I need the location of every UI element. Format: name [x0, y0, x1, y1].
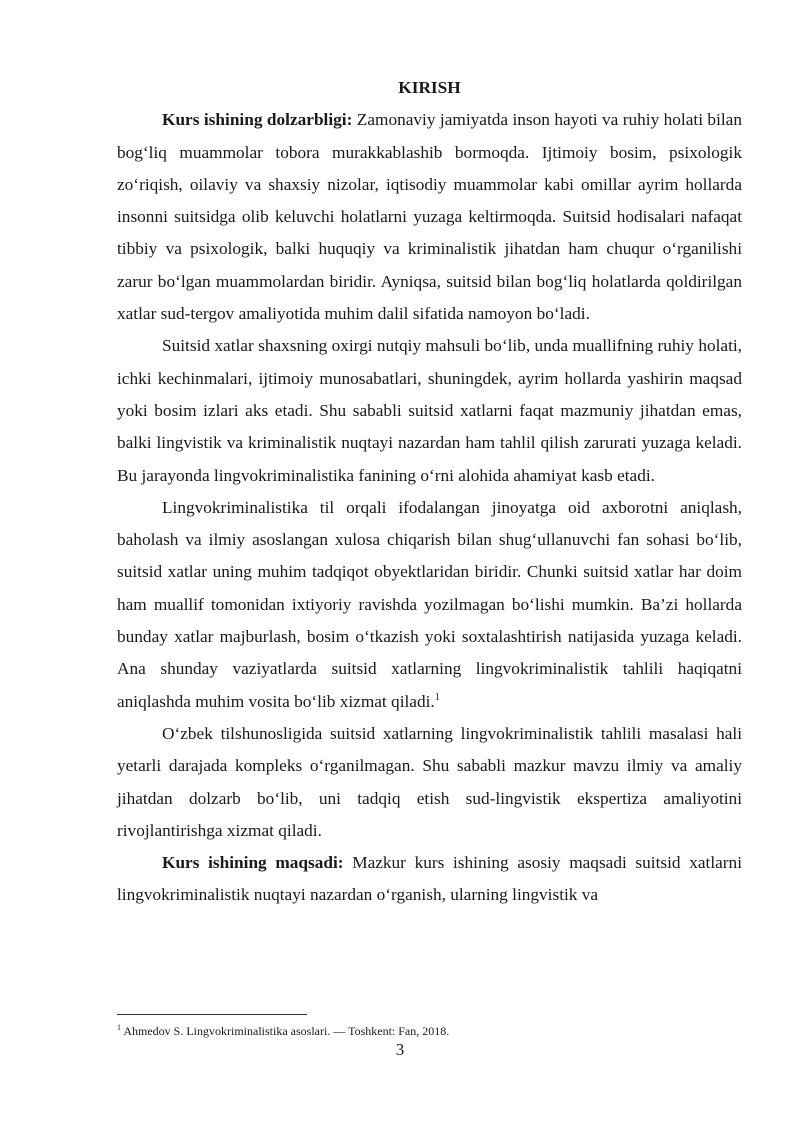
paragraph-goal	[117, 847, 742, 912]
paragraph-lead: Kurs ishining maqsadi:	[162, 853, 344, 873]
paragraph-text: O‘zbek tilshunosligida suitsid xatlarning lingvokriminalistik tahlili masalasi hali yetarli darajada kompleks o‘rganilmagan. Shu sababli mazkur mavzu ilmiy va amaliy jihatdan dolzarb bo‘lib, uni tadqiq etish sud-lingvistik ekspertiza amaliyotini rivojlantirishga xizmat qiladi.	[117, 723, 742, 840]
footnote-reference[interactable]: 1	[434, 691, 440, 703]
section-heading: KIRISH	[398, 78, 461, 97]
paragraph-relevance	[117, 104, 742, 330]
paragraph-text: Suitsid xatlar shaxsning oxirgi nutqiy mahsuli bo‘lib, unda muallifning ruhiy holati, ichki kechinmalari, ijtimoiy munosabatlari, shuningdek, ayrim hollarda yashirin maqsad yoki bosim izlari aks etadi. Shu sababli suitsid xatlarni faqat mazmuniy jihatdan emas, balki lingvistik va kriminalistik nuqtayi nazardan ham tahlil qilish zarurati yuzaga keladi. Bu jarayonda lingvokriminalistika fanining o‘rni alohida ahamiyat kasb etadi.	[117, 336, 742, 485]
footnote-separator	[117, 1014, 307, 1015]
main-text	[117, 72, 742, 912]
paragraph-lead: Kurs ishining dolzarbligi:	[162, 110, 353, 130]
paragraph-uzbek-linguistics	[117, 718, 742, 847]
footnote-marker: 1	[117, 1023, 121, 1032]
page-number: 3	[395, 1040, 405, 1059]
paragraph-suicide-notes	[117, 330, 742, 491]
footnote-text: Ahmedov S. Lingvokriminalistika asoslari. — Toshkent: Fan, 2018.	[121, 1024, 450, 1038]
paragraph-text: Lingvokriminalistika til orqali ifodalangan jinoyatga oid axborotni aniqlash, baholash va ilmiy asoslangan xulosa chiqarish bilan shug‘ullanuvchi fan sohasi bo‘lib, suitsid xatlar uning muhim tadqiqot obyektlaridan biridir. Chunki suitsid xatlar har doim ham muallif tomonidan ixtiyoriy ravishda yozilmagan bo‘lishi mumkin. Ba’zi hollarda bunday xatlar majburlash, bosim o‘tkazish yoki soxtalashtirish natijasida yuzaga keladi. Ana shunday vaziyatlarda suitsid xatlarning lingvokriminalistik tahlili haqiqatni aniqlashda muhim vosita bo‘lib xizmat qiladi.	[117, 497, 742, 711]
footnote	[117, 1023, 742, 1039]
paragraph-text: Zamonaviy jamiyatda inson hayoti va ruhiy holati bilan bog‘liq muammolar tobora murakkablashib bormoqda. Ijtimoiy bosim, psixologik zo‘riqish, oilaviy va shaxsiy nizolar, iqtisodiy muammolar kabi omillar ayrim hollarda insonni suitsidga olib keluvchi holatlarni yuzaga keltirmoqda. Suitsid hodisalari nafaqat tibbiy va psixologik, balki huquqiy va kriminalistik jihatdan ham chuqur o‘rganilishi zarur bo‘lgan muammolardan biridir. Ayniqsa, suitsid bilan bog‘liq holatlarda qoldirilgan xatlar sud-tergov amaliyotida muhim dalil sifatida namoyon bo‘ladi.	[117, 110, 742, 324]
paragraph-text: Mazkur kurs ishining asosiy maqsadi suitsid xatlarni lingvokriminalistik nuqtayi nazardan o‘rganish, ularning lingvistik va	[117, 853, 743, 905]
paragraph-linguocriminalistics	[117, 492, 742, 718]
